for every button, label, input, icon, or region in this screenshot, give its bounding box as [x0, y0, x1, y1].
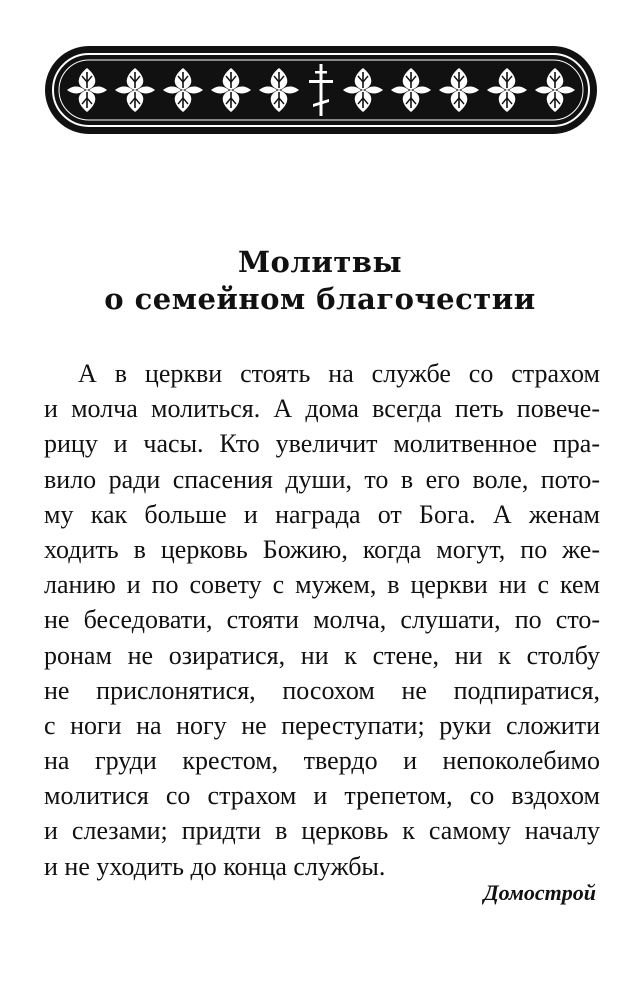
text-line: рицу и часы. Кто увеличит молитвенное пра-	[44, 429, 600, 459]
source-attribution: Домострой	[483, 880, 596, 905]
orthodox-cross-icon	[307, 62, 335, 118]
text-line: и не уходить до конца службы.	[44, 851, 386, 881]
page-title-line-2: о семейном благочестии	[104, 282, 536, 316]
text-line: ланию и по совету с мужем, в церкви ни с кем	[44, 570, 600, 600]
text-line: му как больше и награда от Бога. А женам	[44, 499, 600, 529]
page-title-line-1: Молитвы	[237, 245, 403, 279]
body-paragraph	[44, 356, 600, 884]
cross-ornament-band	[43, 44, 599, 136]
text-line: вило ради спасения души, то в его воле, пото-	[44, 464, 600, 494]
text-line: не беседовати, стояти молча, слушати, по сто-	[44, 605, 600, 635]
text-line: молитися со страхом и трепетом, со вздохом	[44, 781, 600, 811]
text-line: с ноги на ногу не переступати; руки сложити	[44, 710, 600, 740]
text-line: А в церкви стоять на службе со страхом	[78, 359, 600, 388]
text-line: на груди крестом, твердо и непоколебимо	[44, 746, 600, 776]
text-line: не прислонятися, посохом не подпиратися,	[44, 675, 600, 705]
text-line: и слезами; придти в церковь к самому началу	[44, 816, 600, 846]
text-line: и молча молиться. А дома всегда петь повече-	[44, 394, 600, 424]
text-line: ронам не озиратися, ни к стене, ни к столбу	[44, 640, 600, 670]
text-line: ходить в церковь Божию, когда могут, по же-	[44, 534, 600, 564]
